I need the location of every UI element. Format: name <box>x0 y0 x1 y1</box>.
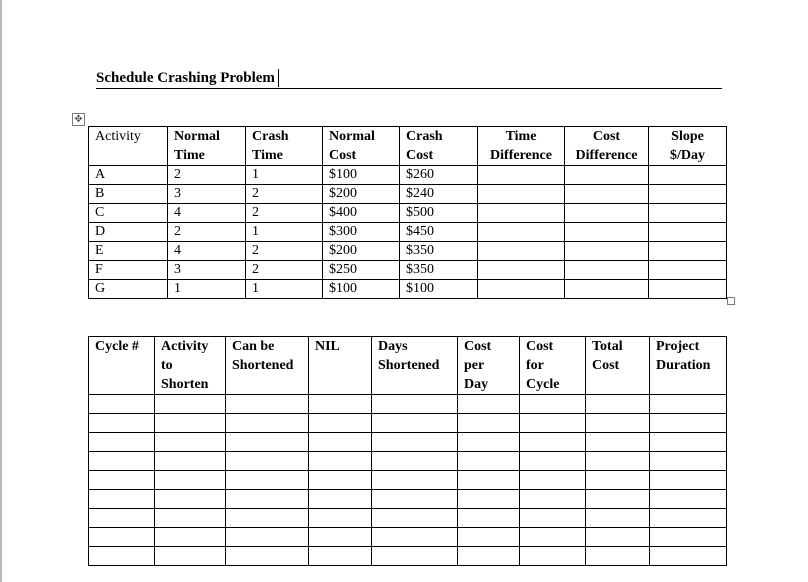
table-cell[interactable]: 4 <box>168 242 246 261</box>
table-cell[interactable] <box>520 452 586 471</box>
table-cell[interactable] <box>586 414 650 433</box>
column-header[interactable] <box>246 127 323 166</box>
table-cell[interactable]: $200 <box>323 242 400 261</box>
table-cell[interactable] <box>650 509 727 528</box>
table-row <box>89 395 727 414</box>
activities-body <box>89 166 727 299</box>
column-header-label: Activity <box>95 129 141 144</box>
table-cell[interactable] <box>520 471 586 490</box>
page-left-edge <box>0 0 2 582</box>
table-cell[interactable] <box>458 414 520 433</box>
table-cell[interactable] <box>155 490 226 509</box>
table-row <box>89 509 727 528</box>
table-cell[interactable] <box>226 547 309 566</box>
column-header[interactable] <box>649 127 727 166</box>
column-header-label: Difference <box>490 148 552 163</box>
table-cell[interactable]: $100 <box>323 166 400 185</box>
column-header[interactable] <box>372 337 458 395</box>
table-cell[interactable] <box>89 509 155 528</box>
table-row <box>89 490 727 509</box>
table-cell[interactable] <box>309 452 372 471</box>
table-cell[interactable] <box>565 242 649 261</box>
table-cell[interactable] <box>650 433 727 452</box>
table-cell[interactable]: 1 <box>246 166 323 185</box>
table-cell[interactable] <box>458 528 520 547</box>
table-cell[interactable] <box>372 395 458 414</box>
table-cell[interactable] <box>586 395 650 414</box>
table-cell[interactable] <box>89 433 155 452</box>
table-cell[interactable] <box>649 166 727 185</box>
column-header-label: Shortened <box>232 358 294 373</box>
table-cell[interactable]: $500 <box>400 204 478 223</box>
table-cell[interactable]: 4 <box>168 204 246 223</box>
table-cell[interactable]: 1 <box>246 223 323 242</box>
table-cell[interactable] <box>155 395 226 414</box>
table-cell[interactable] <box>478 223 565 242</box>
table-cell[interactable] <box>372 528 458 547</box>
table-cell[interactable] <box>586 490 650 509</box>
column-header-label: Can be <box>232 339 275 354</box>
table-cell[interactable] <box>478 204 565 223</box>
table-cell[interactable] <box>155 452 226 471</box>
column-header-label: Shorten <box>161 377 209 392</box>
table-cell[interactable] <box>458 490 520 509</box>
table-cell[interactable] <box>520 490 586 509</box>
table-cell[interactable] <box>650 528 727 547</box>
table-cell[interactable]: $350 <box>400 261 478 280</box>
column-header-label: Time <box>252 148 283 163</box>
table-cell[interactable] <box>155 509 226 528</box>
column-header-label: Cycle # <box>95 339 139 354</box>
column-header-label: Cost <box>526 339 554 354</box>
table-cell[interactable]: $100 <box>400 280 478 299</box>
table-cell[interactable] <box>520 433 586 452</box>
table-cell[interactable] <box>478 261 565 280</box>
table-cell[interactable] <box>458 471 520 490</box>
table-cell[interactable] <box>649 204 727 223</box>
table-row <box>89 223 727 242</box>
table-row <box>89 204 727 223</box>
column-header-label: Cost <box>406 148 434 163</box>
column-header-label: Time <box>505 129 537 144</box>
table-cell[interactable] <box>520 395 586 414</box>
table-cell[interactable]: 2 <box>168 166 246 185</box>
table-cell[interactable] <box>372 414 458 433</box>
table-cell[interactable] <box>155 528 226 547</box>
table-cell[interactable] <box>309 509 372 528</box>
table-cell[interactable]: $240 <box>400 185 478 204</box>
table-cell[interactable] <box>309 528 372 547</box>
table-row <box>89 261 727 280</box>
table-cell[interactable]: 2 <box>246 261 323 280</box>
table-cell[interactable] <box>565 204 649 223</box>
table-cell[interactable] <box>586 452 650 471</box>
table-cell[interactable] <box>565 166 649 185</box>
table-cell[interactable]: B <box>89 185 168 204</box>
column-header[interactable] <box>155 337 226 395</box>
column-header-label: to <box>161 358 173 373</box>
table-cell[interactable] <box>226 395 309 414</box>
table-cell[interactable] <box>309 471 372 490</box>
column-header-label: Project <box>656 339 700 354</box>
heading-text: Schedule Crashing Problem <box>96 70 275 86</box>
document-heading[interactable] <box>96 69 279 87</box>
table-cell[interactable] <box>650 395 727 414</box>
column-header-label: Cost <box>592 129 621 144</box>
column-header[interactable] <box>400 127 478 166</box>
column-header-label: Activity <box>161 339 209 354</box>
table-cell[interactable] <box>586 471 650 490</box>
activities-header-row <box>89 127 727 166</box>
table-cell[interactable] <box>89 528 155 547</box>
column-header[interactable] <box>520 337 586 395</box>
table-cell[interactable]: 3 <box>168 261 246 280</box>
move-arrows-icon[interactable]: ✥ <box>72 113 85 126</box>
table-cell[interactable] <box>520 528 586 547</box>
table-cell[interactable] <box>372 509 458 528</box>
table-cell[interactable] <box>89 395 155 414</box>
table-row <box>89 528 727 547</box>
table-cell[interactable]: 2 <box>246 242 323 261</box>
table-cell[interactable]: $200 <box>323 185 400 204</box>
cycles-header-row <box>89 337 727 395</box>
column-header[interactable] <box>309 337 372 395</box>
table-cell[interactable]: 1 <box>168 280 246 299</box>
table-row <box>89 166 727 185</box>
column-header[interactable] <box>650 337 727 395</box>
table-cell[interactable] <box>458 452 520 471</box>
table-cell[interactable] <box>650 490 727 509</box>
table-cell[interactable] <box>155 414 226 433</box>
table-cell[interactable] <box>309 395 372 414</box>
table-cell[interactable]: 2 <box>246 185 323 204</box>
column-header-label: per <box>464 358 485 373</box>
table-cell[interactable] <box>89 452 155 471</box>
table-cell[interactable] <box>478 166 565 185</box>
table-cell[interactable]: 3 <box>168 185 246 204</box>
table-cell[interactable] <box>520 414 586 433</box>
column-header[interactable] <box>323 127 400 166</box>
column-header-label: Normal <box>174 129 220 144</box>
column-header-label: Difference <box>575 148 638 163</box>
column-header-label: Day <box>464 377 489 392</box>
table-cell[interactable]: $400 <box>323 204 400 223</box>
table-cell[interactable] <box>649 242 727 261</box>
column-header-label: Time <box>174 148 205 163</box>
table-cell[interactable] <box>372 471 458 490</box>
text-cursor <box>278 69 279 87</box>
table-cell[interactable] <box>458 395 520 414</box>
table-cell[interactable] <box>458 509 520 528</box>
table-cell[interactable] <box>309 547 372 566</box>
table-cell[interactable] <box>586 433 650 452</box>
table-cell[interactable] <box>565 185 649 204</box>
column-header[interactable] <box>458 337 520 395</box>
table-row <box>89 547 727 566</box>
table-cell[interactable] <box>520 509 586 528</box>
table-row <box>89 280 727 299</box>
table-cell[interactable]: A <box>89 166 168 185</box>
table-resize-icon[interactable] <box>727 297 735 305</box>
column-header-label: Crash <box>252 129 289 144</box>
table-cell[interactable]: $300 <box>323 223 400 242</box>
table-cell[interactable] <box>155 433 226 452</box>
table-cell[interactable]: $260 <box>400 166 478 185</box>
column-header-label: Shortened <box>378 358 440 373</box>
table-cell[interactable] <box>649 261 727 280</box>
table-cell[interactable] <box>89 490 155 509</box>
table-cell[interactable] <box>309 490 372 509</box>
table-cell[interactable] <box>565 261 649 280</box>
column-header-label: Cost <box>464 339 492 354</box>
table-cell[interactable] <box>650 547 727 566</box>
column-header[interactable] <box>586 337 650 395</box>
column-header-label: Days <box>378 339 408 354</box>
table-cell[interactable]: F <box>89 261 168 280</box>
table-cell[interactable]: $450 <box>400 223 478 242</box>
table-cell[interactable] <box>155 471 226 490</box>
cycles-body <box>89 395 727 566</box>
table-cell[interactable] <box>586 509 650 528</box>
table-cell[interactable] <box>650 414 727 433</box>
table-cell[interactable] <box>155 547 226 566</box>
table-cell[interactable] <box>586 547 650 566</box>
column-header[interactable] <box>565 127 649 166</box>
table-row <box>89 452 727 471</box>
column-header-label: Duration <box>656 358 711 373</box>
table-cell[interactable] <box>89 471 155 490</box>
table-cell[interactable] <box>478 242 565 261</box>
table-cell[interactable] <box>649 280 727 299</box>
table-cell[interactable] <box>650 471 727 490</box>
column-header[interactable] <box>478 127 565 166</box>
table-cell[interactable] <box>372 547 458 566</box>
column-header-label: NIL <box>315 339 340 354</box>
table-row <box>89 242 727 261</box>
table-cell[interactable] <box>226 471 309 490</box>
table-cell[interactable] <box>565 223 649 242</box>
table-cell[interactable]: 2 <box>246 204 323 223</box>
table-cell[interactable]: G <box>89 280 168 299</box>
column-header[interactable] <box>89 337 155 395</box>
table-cell[interactable] <box>372 490 458 509</box>
table-cell[interactable]: D <box>89 223 168 242</box>
table-cell[interactable] <box>226 528 309 547</box>
table-cell[interactable] <box>226 452 309 471</box>
table-cell[interactable] <box>372 433 458 452</box>
column-header-label: Cost <box>592 358 620 373</box>
table-cell[interactable] <box>89 547 155 566</box>
table-cell[interactable] <box>478 185 565 204</box>
table-cell[interactable] <box>649 223 727 242</box>
table-cell[interactable] <box>226 414 309 433</box>
table-cell[interactable]: 2 <box>168 223 246 242</box>
activities-table <box>88 126 727 299</box>
table-cell[interactable] <box>458 433 520 452</box>
table-cell[interactable]: $350 <box>400 242 478 261</box>
column-header[interactable] <box>226 337 309 395</box>
column-header[interactable] <box>168 127 246 166</box>
column-header-label: Cost <box>329 148 357 163</box>
table-cell[interactable] <box>649 185 727 204</box>
table-cell[interactable] <box>458 547 520 566</box>
table-cell[interactable] <box>226 433 309 452</box>
table-cell[interactable] <box>226 490 309 509</box>
table-row <box>89 433 727 452</box>
table-cell[interactable]: $250 <box>323 261 400 280</box>
table-cell[interactable]: C <box>89 204 168 223</box>
table-row <box>89 185 727 204</box>
table-cell[interactable] <box>309 433 372 452</box>
column-header-label: Cycle <box>526 377 560 392</box>
table-row <box>89 471 727 490</box>
table-cell[interactable] <box>478 280 565 299</box>
table-cell[interactable] <box>586 528 650 547</box>
table-cell[interactable]: $100 <box>323 280 400 299</box>
column-header-label: for <box>526 358 544 373</box>
table-cell[interactable] <box>520 547 586 566</box>
table-cell[interactable] <box>372 452 458 471</box>
column-header[interactable] <box>89 127 168 166</box>
table-cell[interactable] <box>226 509 309 528</box>
heading-underline <box>96 88 722 89</box>
column-header-label: Total <box>592 339 623 354</box>
table-cell[interactable] <box>650 452 727 471</box>
table-cell[interactable] <box>89 414 155 433</box>
table-row <box>89 414 727 433</box>
table-cell[interactable] <box>309 414 372 433</box>
column-header-label: Normal <box>329 129 375 144</box>
table-cell[interactable]: 1 <box>246 280 323 299</box>
table-cell[interactable] <box>565 280 649 299</box>
crashing-cycles-table <box>88 336 727 566</box>
table-cell[interactable]: E <box>89 242 168 261</box>
column-header-label: Slope <box>671 129 704 144</box>
column-header-label: Crash <box>406 129 443 144</box>
column-header-label: $/Day <box>670 148 705 163</box>
